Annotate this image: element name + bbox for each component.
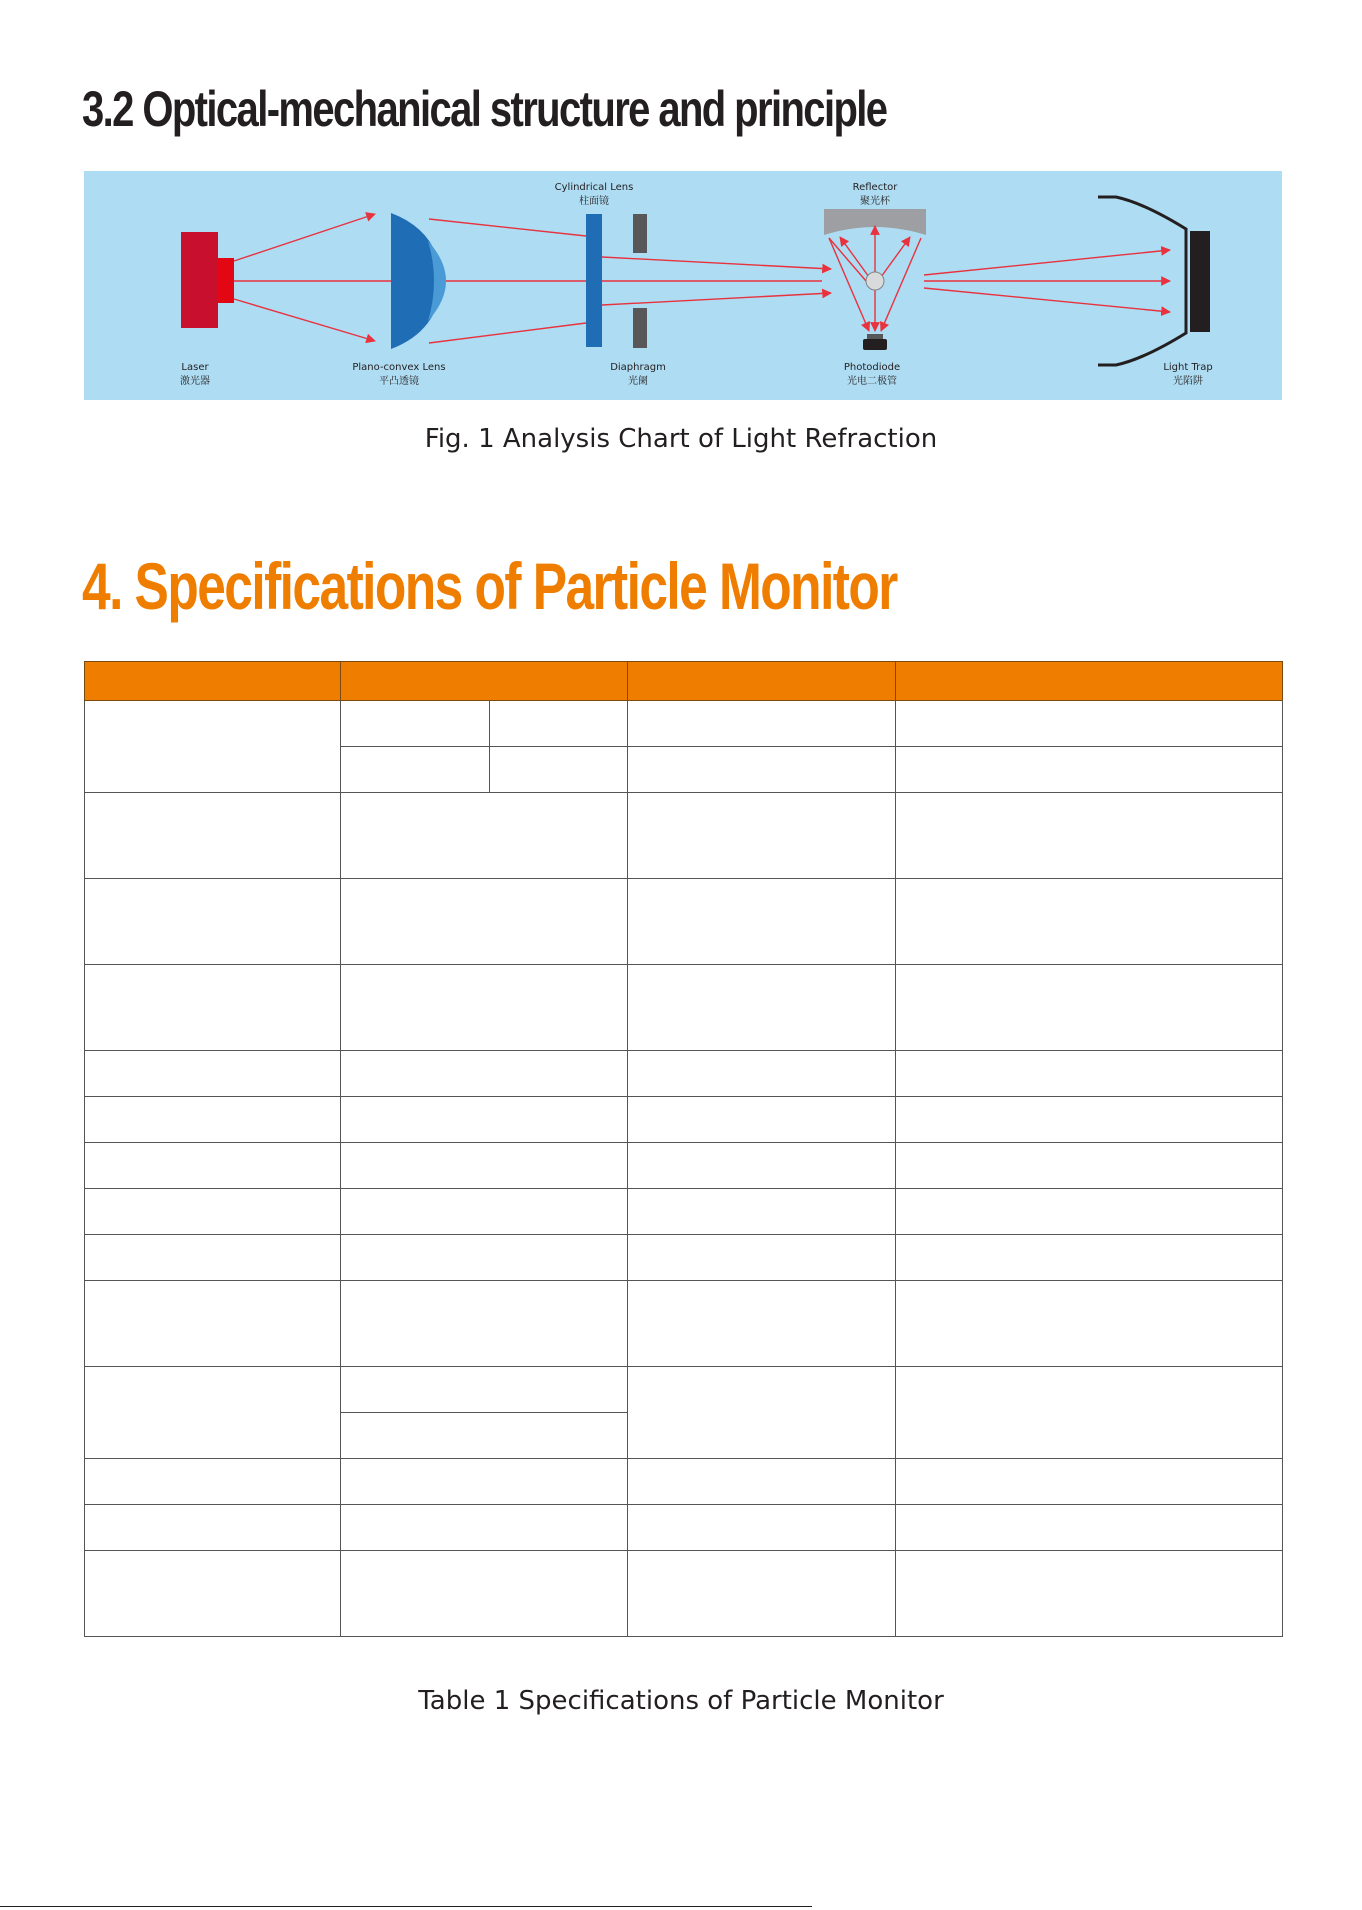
table-cell [341, 1505, 628, 1551]
table-cell [628, 701, 896, 747]
reflector-label-zh: 聚光杯 [860, 196, 890, 207]
cylindrical-lens-component [586, 214, 602, 347]
table-cell [341, 1281, 628, 1367]
table-header-cell [628, 662, 896, 701]
table-row [85, 1189, 1283, 1235]
specifications-table [84, 661, 1283, 1637]
table-cell [628, 1235, 896, 1281]
section-4-title: 4. Specifications of Particle Monitor [82, 549, 897, 623]
table-cell [896, 1097, 1283, 1143]
table-cell [628, 747, 896, 793]
table-cell [896, 1235, 1283, 1281]
table-cell [85, 1367, 341, 1459]
table-cell [85, 879, 341, 965]
table-cell [628, 1505, 896, 1551]
table-cell [85, 1235, 341, 1281]
table-row [85, 1281, 1283, 1367]
lens-label-zh: 平凸透镜 [379, 376, 419, 387]
cylindrical-lens-label-zh: 柱面镜 [579, 196, 609, 207]
table-cell [85, 1281, 341, 1367]
table-cell [85, 1097, 341, 1143]
table-cell [896, 1551, 1283, 1637]
table-cell [896, 1051, 1283, 1097]
table-cell [490, 701, 628, 747]
table-cell [628, 879, 896, 965]
table-cell [628, 1051, 896, 1097]
diaphragm-label-zh: 光阑 [628, 376, 648, 387]
table-cell [341, 701, 490, 747]
table-cell [628, 1367, 896, 1459]
table-cell [341, 879, 628, 965]
table-cell [85, 965, 341, 1051]
table-row [85, 1505, 1283, 1551]
light-trap-label-zh: 光陷阱 [1173, 376, 1203, 387]
section-3-2-title: 3.2 Optical-mechanical structure and principle [82, 81, 887, 137]
table-cell [896, 1459, 1283, 1505]
table-row [85, 1459, 1283, 1505]
exit-rays [924, 250, 1170, 312]
table-row [85, 701, 1283, 747]
table-cell [85, 701, 341, 793]
laser-label-en: Laser [181, 362, 209, 373]
table-cell [341, 793, 628, 879]
table-cell [628, 1281, 896, 1367]
table-cell [896, 1367, 1283, 1459]
diaphragm-label-en: Diaphragm [610, 362, 666, 373]
table-row [85, 1551, 1283, 1637]
table-cell [628, 965, 896, 1051]
table-cell [628, 1097, 896, 1143]
table-row [85, 879, 1283, 965]
table-header-cell [896, 662, 1283, 701]
table-cell [628, 1143, 896, 1189]
table-cell [341, 1189, 628, 1235]
table-cell [341, 1051, 628, 1097]
table-row [85, 1051, 1283, 1097]
table-cell [341, 1551, 628, 1637]
laser-component [181, 232, 234, 328]
lens-label-en: Plano-convex Lens [352, 362, 446, 373]
table-cell [341, 1459, 628, 1505]
table-cell [85, 793, 341, 879]
table-cell [85, 1459, 341, 1505]
table-cell [85, 1551, 341, 1637]
table-cell [896, 879, 1283, 965]
table-cell [341, 1235, 628, 1281]
table-row [85, 1097, 1283, 1143]
table-row [85, 965, 1283, 1051]
figure-caption: Fig. 1 Analysis Chart of Light Refraction [424, 424, 938, 454]
table-cell [896, 965, 1283, 1051]
photodiode-label-en: Photodiode [843, 362, 901, 373]
footer-divider [0, 1906, 812, 1907]
table-cell [490, 747, 628, 793]
table-row [85, 1235, 1283, 1281]
reflector-label-en: Reflector [852, 182, 898, 193]
table-cell [341, 1367, 628, 1413]
table-cell [341, 1143, 628, 1189]
table-cell [341, 1097, 628, 1143]
table-cell [896, 1143, 1283, 1189]
table-cell [896, 747, 1283, 793]
sensing-rays [602, 257, 831, 305]
table-cell [896, 1281, 1283, 1367]
cylindrical-lens-label-en: Cylindrical Lens [554, 182, 634, 193]
particle [866, 272, 884, 290]
table-row [85, 1367, 1283, 1413]
photodiode-label-zh: 光电二极管 [847, 376, 897, 387]
laser-label-zh: 激光器 [180, 376, 210, 387]
table-cell [896, 1505, 1283, 1551]
light-trap-label-en: Light Trap [1163, 362, 1213, 373]
table-cell [628, 1189, 896, 1235]
table-cell [896, 793, 1283, 879]
table-cell [628, 1459, 896, 1505]
table-cell [85, 1505, 341, 1551]
photodiode-component [863, 334, 887, 350]
table-cell [341, 965, 628, 1051]
table-cell [85, 1189, 341, 1235]
table-cell [628, 793, 896, 879]
table-caption: Table 1 Specifications of Particle Monitor [418, 1686, 944, 1716]
table-cell [341, 1413, 628, 1459]
table-cell [341, 747, 490, 793]
table-header-cell [341, 662, 628, 701]
table-header-row [85, 662, 1283, 701]
plano-convex-lens-component [391, 213, 446, 349]
table-cell [85, 1051, 341, 1097]
table-cell [896, 1189, 1283, 1235]
optical-structure-diagram [84, 171, 1282, 400]
table-cell [628, 1551, 896, 1637]
table-cell [896, 701, 1283, 747]
table-cell [85, 1143, 341, 1189]
table-header-cell [85, 662, 341, 701]
table-row [85, 793, 1283, 879]
table-row [85, 1143, 1283, 1189]
